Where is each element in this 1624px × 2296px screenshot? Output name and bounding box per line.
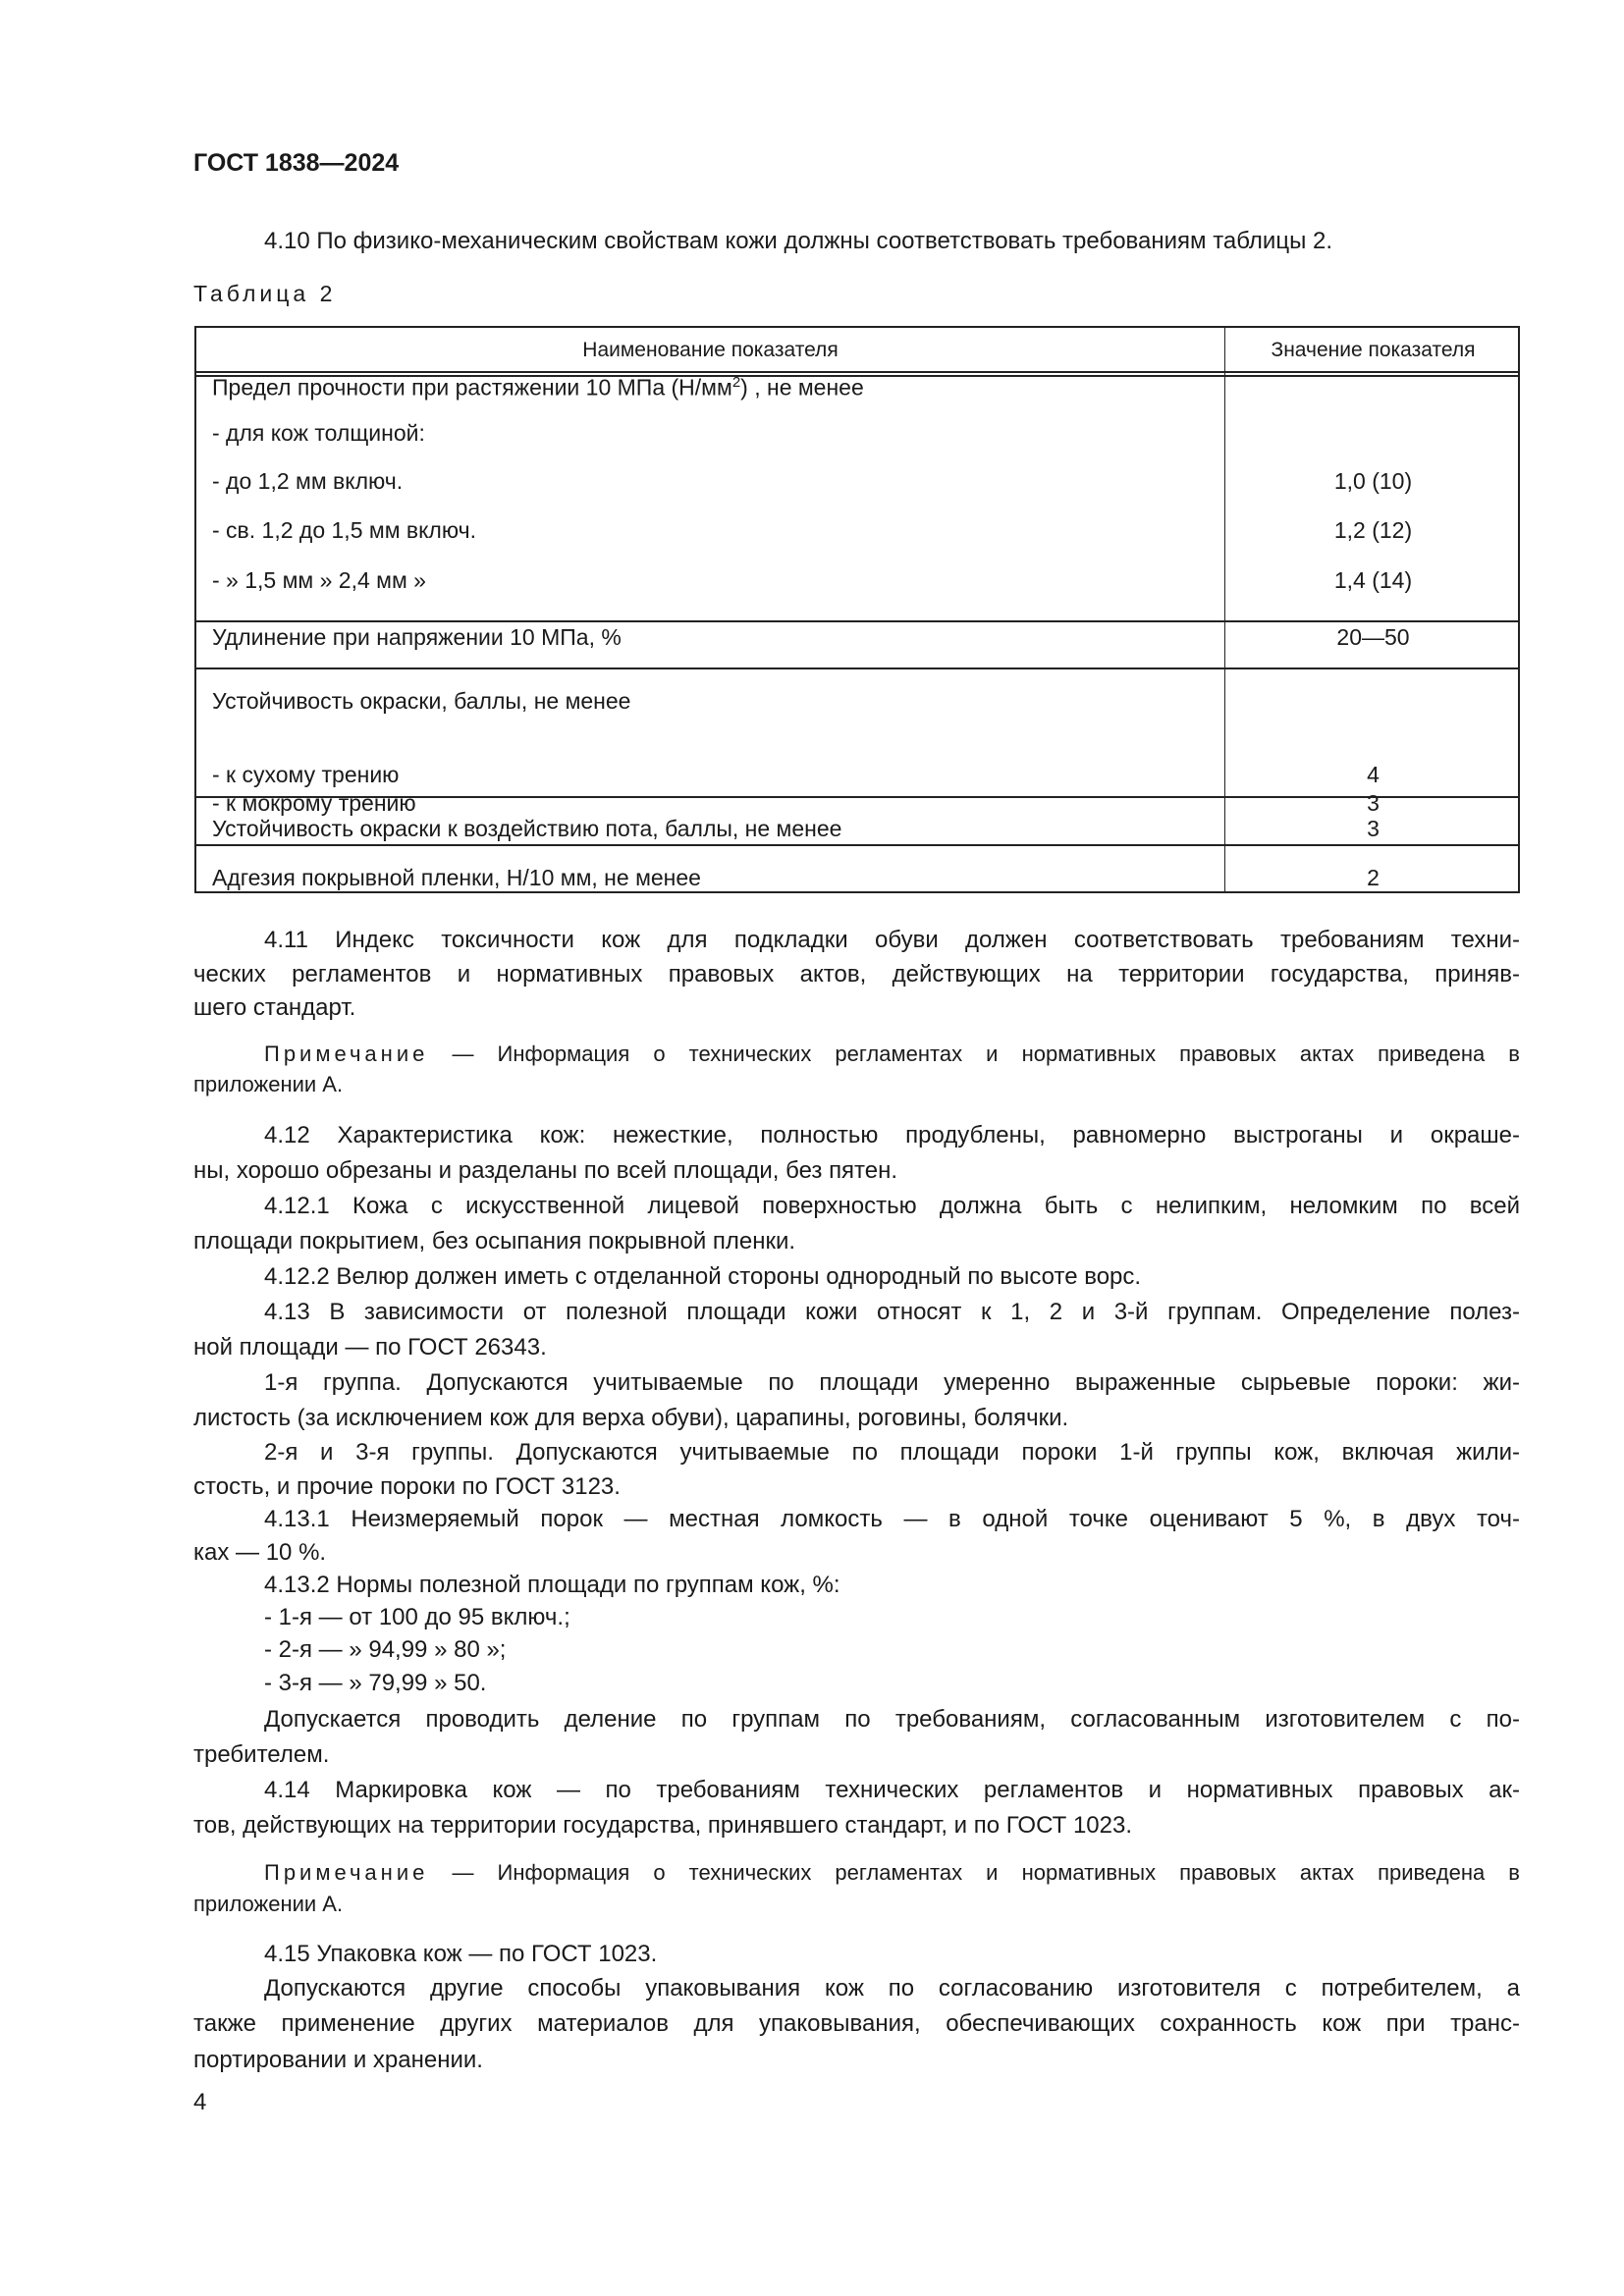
paragraph-line — [193, 2044, 483, 2077]
paragraph-line — [193, 1402, 1068, 1435]
paragraph-line — [193, 991, 355, 1025]
paragraph-line — [264, 1190, 1520, 1223]
line-text: 4.12.1 Кожа с искусственной лицевой поверхностью должна быть с нелипким, неломким по всей — [264, 1193, 1520, 1219]
table-row-label — [212, 514, 476, 546]
note-line — [193, 1068, 343, 1101]
paragraph-line — [193, 1470, 621, 1504]
document-id: ГОСТ 1838—2024 — [193, 149, 400, 177]
label-text: Устойчивость окраски к воздействию пота, баллы, не менее — [212, 816, 842, 841]
paragraph-line — [264, 1703, 1520, 1736]
line-text: 4.15 Упаковка кож — по ГОСТ 1023. — [264, 1941, 658, 1967]
note-line — [264, 1856, 1520, 1890]
table-row-label — [212, 759, 399, 790]
paragraph-line — [193, 1225, 795, 1258]
line-text: - 1-я — от 100 до 95 включ.; — [264, 1604, 570, 1630]
label-text: - к сухому трению — [212, 762, 400, 787]
table-row-label — [212, 685, 630, 717]
paragraph-line — [193, 1809, 1132, 1842]
table-row-label — [212, 465, 403, 497]
line-text: требителем. — [193, 1741, 330, 1768]
column-header-name: Наименование показателя — [582, 339, 839, 361]
table-row-value: 3 — [1367, 816, 1380, 841]
line-text: шего стандарт. — [193, 994, 356, 1021]
note-label: Примечание — [264, 1860, 429, 1885]
paragraph-line — [264, 1436, 1520, 1469]
line-text: листость (за исключением кож для верха обуви), царапины, роговины, болячки. — [193, 1405, 1069, 1431]
table-row-label — [212, 813, 841, 844]
line-text: 4.12.2 Велюр должен иметь с отделанной стороны однородный по высоте ворс. — [264, 1263, 1142, 1290]
table-row-label — [212, 417, 425, 449]
line-text: 1-я группа. Допускаются учитываемые по площади умеренно выраженные сырьевые пороки: жи- — [264, 1369, 1520, 1396]
paragraph-line — [264, 1296, 1520, 1329]
paragraph-line — [264, 1260, 1141, 1294]
paragraph-line — [264, 1667, 486, 1700]
clause-4-10: 4.10 По физико-механическим свойствам кожи должны соответствовать требованиям таблицы 2. — [264, 228, 1333, 254]
label-text: Удлинение при напряжении 10 МПа, % — [212, 624, 622, 650]
column-divider — [1224, 328, 1225, 891]
line-text: ной площади — по ГОСТ 26343. — [193, 1334, 547, 1361]
paragraph-line — [193, 1154, 897, 1188]
properties-table — [194, 326, 1520, 893]
paragraph-line — [264, 1366, 1520, 1400]
table-row-value: 2 — [1367, 865, 1380, 890]
note-label: Примечание — [264, 1041, 429, 1066]
table-row-label — [212, 862, 701, 893]
paragraph-line — [264, 1774, 1520, 1807]
line-text: портировании и хранении. — [193, 2047, 483, 2073]
table-row-value: 1,4 (14) — [1333, 567, 1413, 593]
line-text: также применение других материалов для упаковывания, обеспечивающих сохранность кож при транс- — [193, 2010, 1520, 2037]
table-row-label — [212, 621, 622, 653]
paragraph-line — [264, 1972, 1520, 2005]
table-row-label — [212, 367, 864, 403]
line-text: приложении А. — [193, 1892, 344, 1916]
line-text: Допускается проводить деление по группам по требованиям, согласованным изготовителем с по- — [264, 1706, 1520, 1733]
line-text: Допускаются другие способы упаковывания кож по согласованию изготовителя с потребителем, а — [264, 1975, 1520, 2002]
paragraph-line — [193, 958, 1520, 991]
paragraph-line — [193, 1536, 326, 1570]
line-text: тов, действующих на территории государства, принявшего стандарт, и по ГОСТ 1023. — [193, 1812, 1133, 1839]
label-text: - » 1,5 мм » 2,4 мм » — [212, 567, 426, 593]
table-row-value: 4 — [1367, 762, 1380, 787]
label-text: - св. 1,2 до 1,5 мм включ. — [212, 517, 476, 543]
line-text: ческих регламентов и нормативных правовых актов, действующих на территории государства, приняв- — [193, 961, 1520, 988]
line-text: 2-я и 3-я группы. Допускаются учитываемые по площади пороки 1-й группы кож, включая жили- — [264, 1439, 1520, 1466]
paragraph-line — [264, 924, 1520, 957]
paragraph-line — [264, 1938, 657, 1971]
line-text: ны, хорошо обрезаны и разделаны по всей площади, без пятен. — [193, 1157, 898, 1184]
column-header-value: Значение показателя — [1271, 339, 1476, 361]
line-text: ках — 10 %. — [193, 1539, 327, 1566]
label-text: - для кож толщиной: — [212, 420, 425, 446]
line-text: 4.11 Индекс токсичности кож для подкладки обуви должен соответствовать требованиям техни- — [264, 927, 1520, 953]
line-text: — Информация о технических регламентах и нормативных правовых актах приведена в — [428, 1860, 1520, 1885]
superscript: 2 — [731, 374, 741, 391]
note-line — [264, 1038, 1520, 1071]
paragraph-line — [264, 1569, 840, 1602]
paragraph-line — [264, 1601, 570, 1634]
line-text: - 2-я — » 94,99 » 80 »; — [264, 1636, 507, 1663]
table-row-value: 20—50 — [1336, 624, 1410, 650]
row-divider — [196, 667, 1518, 669]
label-text: Предел прочности при растяжении 10 МПа (Н/мм — [212, 374, 732, 400]
note-line — [193, 1888, 343, 1921]
line-text: — Информация о технических регламентах и нормативных правовых актах приведена в — [428, 1041, 1520, 1066]
table-caption: Таблица 2 — [193, 281, 337, 306]
line-text: стость, и прочие пороки по ГОСТ 3123. — [193, 1473, 621, 1500]
table-row-value: 3 — [1367, 790, 1380, 816]
paragraph-line — [193, 2007, 1520, 2041]
table-row-label — [212, 564, 426, 596]
page-number: 4 — [193, 2089, 207, 2115]
line-text: площади покрытием, без осыпания покрывной пленки. — [193, 1228, 796, 1255]
label-text: Адгезия покрывной пленки, Н/10 мм, не менее — [212, 865, 701, 890]
label-text: Устойчивость окраски, баллы, не менее — [212, 688, 631, 714]
line-text: 4.12 Характеристика кож: нежесткие, полностью продублены, равномерно выстроганы и окраше- — [264, 1122, 1520, 1148]
line-text: 4.13.2 Нормы полезной площади по группам кож, %: — [264, 1572, 840, 1598]
line-text: приложении А. — [193, 1072, 344, 1096]
line-text: 4.13 В зависимости от полезной площади кожи относят к 1, 2 и 3-й группам. Определение полез- — [264, 1299, 1520, 1325]
paragraph-line — [193, 1331, 547, 1364]
paragraph-line — [264, 1119, 1520, 1152]
table-row-value: 1,0 (10) — [1333, 468, 1413, 494]
line-text: 4.13.1 Неизмеряемый порок — местная ломкость — в одной точке оценивают 5 %, в двух точ- — [264, 1506, 1520, 1532]
row-divider — [196, 844, 1518, 846]
line-text: - 3-я — » 79,99 » 50. — [264, 1670, 487, 1696]
table-row-value: 1,2 (12) — [1333, 517, 1413, 543]
line-text: 4.14 Маркировка кож — по требованиям технических регламентов и нормативных правовых ак- — [264, 1777, 1520, 1803]
label-text: - к мокрому трению — [212, 790, 416, 816]
paragraph-line — [193, 1738, 329, 1772]
label-tail: ) , не менее — [740, 374, 864, 400]
paragraph-line — [264, 1633, 506, 1667]
label-text: - до 1,2 мм включ. — [212, 468, 404, 494]
paragraph-line — [264, 1503, 1520, 1536]
